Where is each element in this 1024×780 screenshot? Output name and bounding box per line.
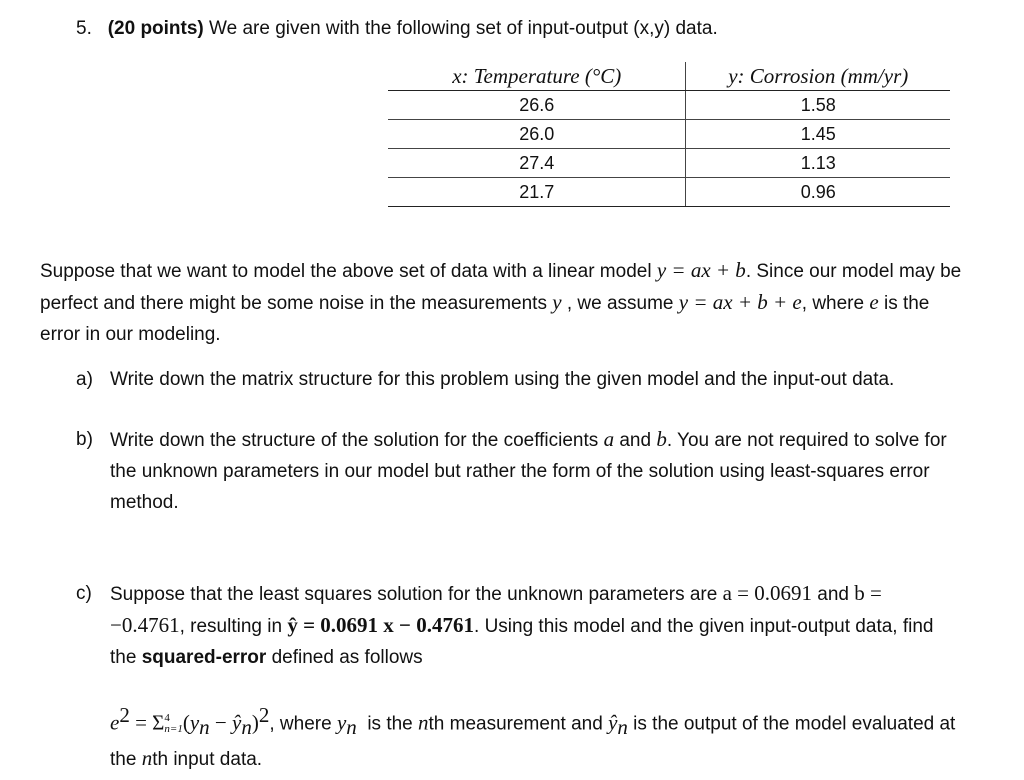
table-cell: 27.4 <box>388 149 686 178</box>
measurement-variable: y <box>552 290 562 314</box>
formula-sq-sup: 2 <box>258 703 270 727</box>
formula-e: e <box>110 710 120 735</box>
squared-error-term: squared-error <box>141 647 267 668</box>
formula-text: th input data. <box>152 749 263 771</box>
formula-yhatn: ŷ <box>608 710 618 735</box>
intro-paragraph <box>40 255 970 350</box>
data-table <box>388 62 950 207</box>
formula-yhat-sub: n <box>241 715 252 740</box>
part-b-text: and <box>614 430 657 451</box>
formula-y-sub: n <box>199 715 210 740</box>
fitted-model-expression: ŷ = 0.0691 x − 0.4761 <box>287 613 475 637</box>
noisy-model-expression: y = ax + b + e <box>678 290 802 314</box>
question-number: 5. <box>76 18 92 39</box>
table-header-y: y: Corrosion (mm/yr) <box>686 62 950 91</box>
formula-minus: − <box>209 710 233 735</box>
formula-yhat: ŷ <box>232 710 242 735</box>
table-row <box>388 91 950 120</box>
question-header <box>76 18 718 40</box>
formula-paren-close: ) <box>251 710 259 735</box>
formula-text: is the output of the model evaluated at the <box>110 713 956 771</box>
table-cell: 26.0 <box>388 120 686 149</box>
intro-text: Suppose that we want to model the above set of data with a linear model <box>40 261 657 282</box>
intro-text: is the error in our modeling. <box>40 293 930 345</box>
part-c-text: . Using this model and the given input-output data, find the <box>110 616 934 668</box>
error-variable: e <box>869 290 879 314</box>
part-b-marker: b) <box>76 429 93 450</box>
part-c-text: and <box>812 584 855 605</box>
part-b-text: . You are not required to solve for the unknown parameters in our model but rather the form of the solution using least-squares error method. <box>110 430 947 513</box>
part-c-marker: c) <box>76 583 92 604</box>
table-header-x: x: Temperature (°C) <box>388 62 686 91</box>
formula-sum-upper: 4 <box>164 712 170 725</box>
part-a <box>76 364 956 395</box>
intro-text: , we assume <box>561 293 679 314</box>
table-cell: 1.13 <box>686 149 950 178</box>
question-text: We are given with the following set of input-output (x,y) data. <box>209 18 718 39</box>
table-cell: 1.58 <box>686 91 950 120</box>
formula-yhatn-sub: n <box>617 715 628 740</box>
part-c-text: Suppose that the least squares solution for the unknown parameters are <box>110 584 723 605</box>
formula-yn-sub: n <box>346 715 357 740</box>
formula-y: y <box>189 710 200 735</box>
formula-sum-lower: n=1 <box>164 723 183 736</box>
formula-n: n <box>141 746 153 771</box>
part-b-text: Write down the structure of the solution for the coefficients <box>110 430 604 451</box>
formula-e-sup: 2 <box>119 703 130 727</box>
part-a-text: Write down the matrix structure for this problem using the given model and the input-out data. <box>110 369 895 390</box>
table-cell: 1.45 <box>686 120 950 149</box>
formula-text: is the <box>356 713 419 735</box>
coef-a: a <box>603 427 615 451</box>
table-row <box>388 120 950 149</box>
table-row <box>388 149 950 178</box>
coef-a-value: a = 0.0691 <box>722 581 813 605</box>
part-c <box>76 578 956 673</box>
formula-text: th measurement and <box>428 713 609 735</box>
part-b <box>76 424 956 518</box>
formula-text: , where <box>269 713 337 735</box>
question-points: (20 points) <box>107 18 204 39</box>
coef-b-value: b = −0.4761 <box>110 581 882 637</box>
intro-text: , where <box>801 293 870 314</box>
coef-b: b <box>656 427 667 451</box>
intro-text: . Since our model may be perfect and there might be some noise in the measurements <box>40 261 962 314</box>
table-cell: 26.6 <box>388 91 686 120</box>
linear-model-expression: y = ax + b <box>656 258 746 282</box>
part-a-marker: a) <box>76 369 93 390</box>
formula-sum: = Σ <box>129 710 165 735</box>
squared-error-formula <box>110 700 970 775</box>
table-row <box>388 178 950 207</box>
table-cell: 21.7 <box>388 178 686 207</box>
table-cell: 0.96 <box>686 178 950 207</box>
formula-n: n <box>418 710 429 735</box>
formula-paren-open: ( <box>182 710 190 735</box>
part-c-text: , resulting in <box>179 616 288 637</box>
table-header-row <box>388 62 950 91</box>
formula-yn: y <box>336 710 347 735</box>
part-c-text: defined as follows <box>266 647 423 668</box>
